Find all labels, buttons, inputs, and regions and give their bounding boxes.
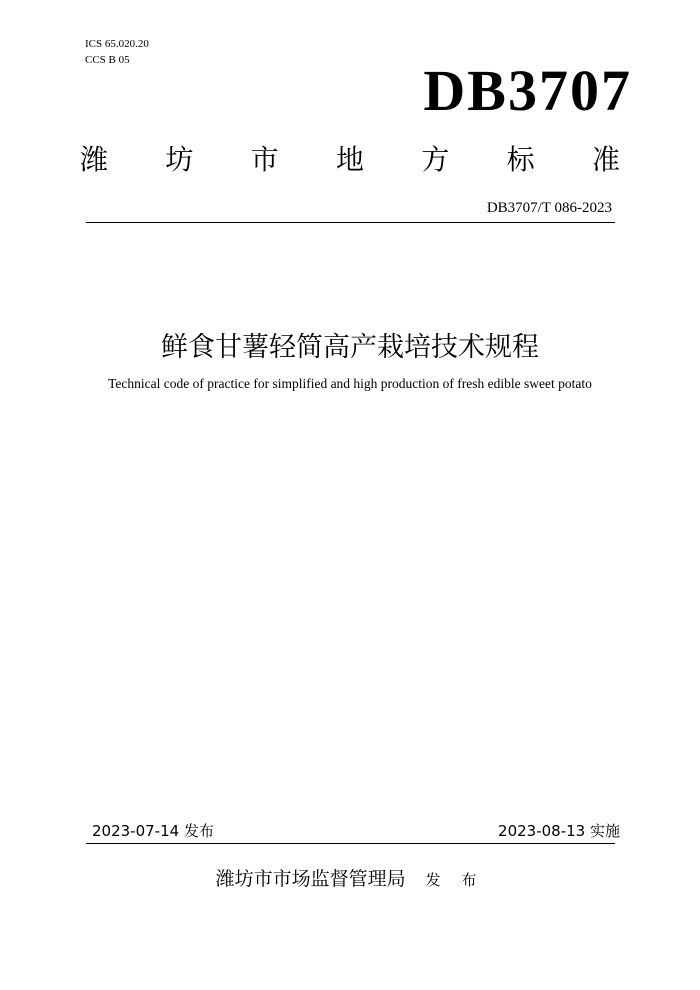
standard-number: DB3707/T 086-2023 — [486, 200, 612, 216]
publisher-name: 潍坊市市场监督管理局 — [215, 868, 406, 890]
standard-type-char: 潍 — [80, 143, 109, 176]
standard-type-char: 标 — [506, 143, 535, 176]
publisher — [0, 864, 700, 891]
classification-codes — [85, 36, 149, 68]
standard-type-char: 坊 — [165, 143, 194, 176]
bottom-divider — [86, 843, 615, 844]
publisher-suffix: 发 布 — [425, 871, 485, 889]
ccs-code: CCS B 05 — [85, 54, 130, 66]
issue-date: 2023-07-14 发布 — [92, 822, 214, 840]
standard-type-char: 市 — [250, 143, 279, 176]
ics-code: ICS 65.020.20 — [85, 38, 149, 50]
db-code: DB3707 — [423, 58, 632, 123]
document-title-english: Technical code of practice for simplified and high production of fresh edible sweet potato — [108, 376, 592, 391]
document-title-chinese: 鲜食甘薯轻简高产栽培技术规程 — [161, 332, 539, 363]
top-divider — [86, 222, 615, 223]
standard-type-char: 地 — [335, 143, 364, 176]
standard-type-title — [80, 140, 620, 180]
standard-type-char: 准 — [591, 143, 620, 176]
standard-type-char: 方 — [421, 143, 450, 176]
implementation-date: 2023-08-13 实施 — [498, 822, 620, 840]
